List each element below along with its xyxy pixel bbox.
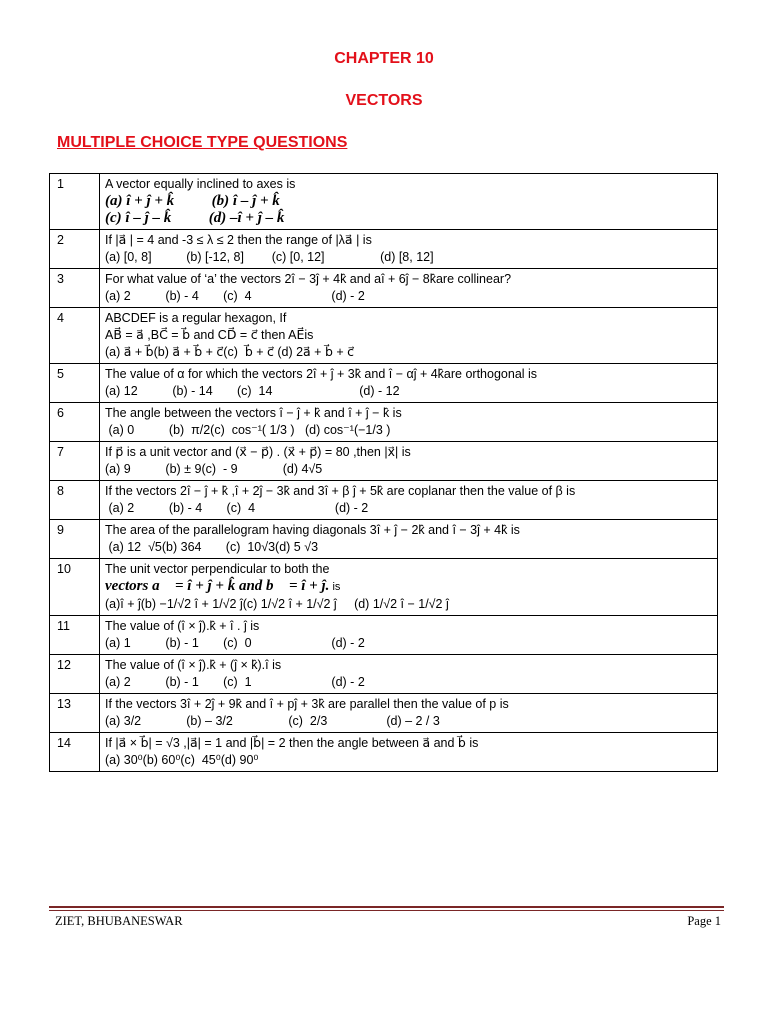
answer-options: (a) 12 √5(b) 364 (c) 10√3(d) 5 √3 <box>105 540 319 554</box>
question-number: 3 <box>50 269 100 308</box>
answer-options: (a) 1 (b) - 1 (c) 0 (d) - 2 <box>105 636 365 650</box>
question-number: 4 <box>50 308 100 364</box>
answer-options: (a) 0 (b) π/2(c) cos⁻¹( 1/3 ) (d) cos⁻¹(−1/3 ) <box>105 423 391 437</box>
answer-options: (a)î + ĵ(b) −1/√2 î + 1/√2 ĵ(c) 1/√2 î + 1/√2 ĵ (d) 1/√2 î − 1/√2 ĵ <box>105 597 449 611</box>
question-row <box>50 481 718 520</box>
question-text: A vector equally inclined to axes is <box>105 177 296 191</box>
question-number: 12 <box>50 655 100 694</box>
question-number: 10 <box>50 559 100 616</box>
question-row <box>50 364 718 403</box>
footer-institution: ZIET, BHUBANESWAR <box>55 914 183 928</box>
question-row <box>50 269 718 308</box>
question-text: The value of (î × ĵ).k̂ + î . ĵ is <box>105 619 260 633</box>
question-number: 9 <box>50 520 100 559</box>
answer-options: (a) 9 (b) ± 9(c) - 9 (d) 4√5 <box>105 462 323 476</box>
question-content <box>100 230 718 269</box>
question-math-options: (a) î + ĵ + k̂ (b) î – ĵ + k̂ <box>105 193 280 209</box>
question-text: AB⃗ = a⃗ ,BC⃗ = b⃗ and CD⃗ = c⃗ then AE⃗is <box>105 328 314 342</box>
question-text: The area of the parallelogram having diagonals 3î + ĵ − 2k̂ and î − 3ĵ + 4k̂ is <box>105 523 520 537</box>
question-number: 14 <box>50 733 100 772</box>
question-text: For what value of ‘a’ the vectors 2î − 3ĵ + 4k̂ and aî + 6ĵ − 8k̂are collinear? <box>105 272 512 286</box>
question-content <box>100 733 718 772</box>
answer-options: (a) 30⁰(b) 60⁰(c) 45⁰(d) 90⁰ <box>105 753 259 767</box>
question-math-suffix: is <box>329 581 341 593</box>
question-text: If |a⃗ × b⃗| = √3 ,|a⃗| = 1 and |b⃗| = 2 then the angle between a⃗ and b⃗ is <box>105 736 479 750</box>
question-number: 6 <box>50 403 100 442</box>
answer-options: (a) a⃗ + b⃗(b) a⃗ + b⃗ + c⃗(c) b⃗ + c⃗ (d) 2a⃗ + b⃗ + c⃗ <box>105 345 355 359</box>
question-content <box>100 442 718 481</box>
question-row <box>50 559 718 616</box>
question-number: 7 <box>50 442 100 481</box>
footer-page-number: Page 1 <box>687 914 721 928</box>
questions-table <box>49 173 718 772</box>
question-content <box>100 269 718 308</box>
question-content <box>100 481 718 520</box>
question-row <box>50 174 718 230</box>
question-text: If the vectors 3î + 2ĵ + 9k̂ and î + pĵ + 3k̂ are parallel then the value of p is <box>105 697 509 711</box>
answer-options: (a) 2 (b) - 4 (c) 4 (d) - 2 <box>105 501 369 515</box>
footer-rule-thin <box>49 910 724 911</box>
question-math-options: (c) î – ĵ – k̂ (d) –î + ĵ – k̂ <box>105 210 285 226</box>
question-text: The value of (î × ĵ).k̂ + (ĵ × k̂).î is <box>105 658 282 672</box>
question-text: If |a⃗ | = 4 and -3 ≤ λ ≤ 2 then the range of |λa⃗ | is <box>105 233 372 247</box>
question-number: 5 <box>50 364 100 403</box>
question-math: vectors a⃗ = î + ĵ + k̂ and b⃗ = î + ĵ. <box>105 578 330 594</box>
answer-options: (a) 12 (b) - 14 (c) 14 (d) - 12 <box>105 384 400 398</box>
question-text: The value of α for which the vectors 2î + ĵ + 3k̂ and î − αĵ + 4k̂are orthogonal is <box>105 367 538 381</box>
questions-body <box>50 174 718 772</box>
question-row <box>50 230 718 269</box>
question-text: The unit vector perpendicular to both the <box>105 562 330 576</box>
answer-options: (a) 2 (b) - 1 (c) 1 (d) - 2 <box>105 675 365 689</box>
question-content <box>100 694 718 733</box>
question-number: 2 <box>50 230 100 269</box>
question-text: The angle between the vectors î − ĵ + k̂ and î + ĵ − k̂ is <box>105 406 402 420</box>
question-number: 13 <box>50 694 100 733</box>
question-content <box>100 655 718 694</box>
chapter-title: VECTORS <box>345 92 423 109</box>
question-row <box>50 403 718 442</box>
question-content <box>100 520 718 559</box>
question-content <box>100 616 718 655</box>
section-heading: MULTIPLE CHOICE TYPE QUESTIONS <box>57 134 348 151</box>
question-number: 8 <box>50 481 100 520</box>
question-row <box>50 694 718 733</box>
question-content <box>100 364 718 403</box>
question-row <box>50 442 718 481</box>
question-row <box>50 733 718 772</box>
answer-options: (a) [0, 8] (b) [-12, 8] (c) [0, 12] (d) [8, 12] <box>105 250 434 264</box>
footer-rule-thick <box>49 906 724 908</box>
question-row <box>50 308 718 364</box>
question-row <box>50 655 718 694</box>
question-text: ABCDEF is a regular hexagon, If <box>105 311 287 325</box>
question-number: 1 <box>50 174 100 230</box>
question-text: If the vectors 2î − ĵ + k̂ ,î + 2ĵ − 3k̂ and 3î + β ĵ + 5k̂ are coplanar then the value of β is <box>105 484 576 498</box>
question-math-line <box>105 578 712 596</box>
question-content <box>100 559 718 616</box>
question-number: 11 <box>50 616 100 655</box>
question-text: If p⃗ is a unit vector and (x⃗ − p⃗) . (x⃗ + p⃗) = 80 ,then |x⃗| is <box>105 445 411 459</box>
question-content <box>100 403 718 442</box>
question-row <box>50 520 718 559</box>
answer-options: (a) 3/2 (b) – 3/2 (c) 2/3 (d) – 2 / 3 <box>105 714 440 728</box>
question-content <box>100 174 718 230</box>
chapter-heading: CHAPTER 10 <box>334 50 434 67</box>
answer-options: (a) 2 (b) - 4 (c) 4 (d) - 2 <box>105 289 365 303</box>
question-content <box>100 308 718 364</box>
question-row <box>50 616 718 655</box>
